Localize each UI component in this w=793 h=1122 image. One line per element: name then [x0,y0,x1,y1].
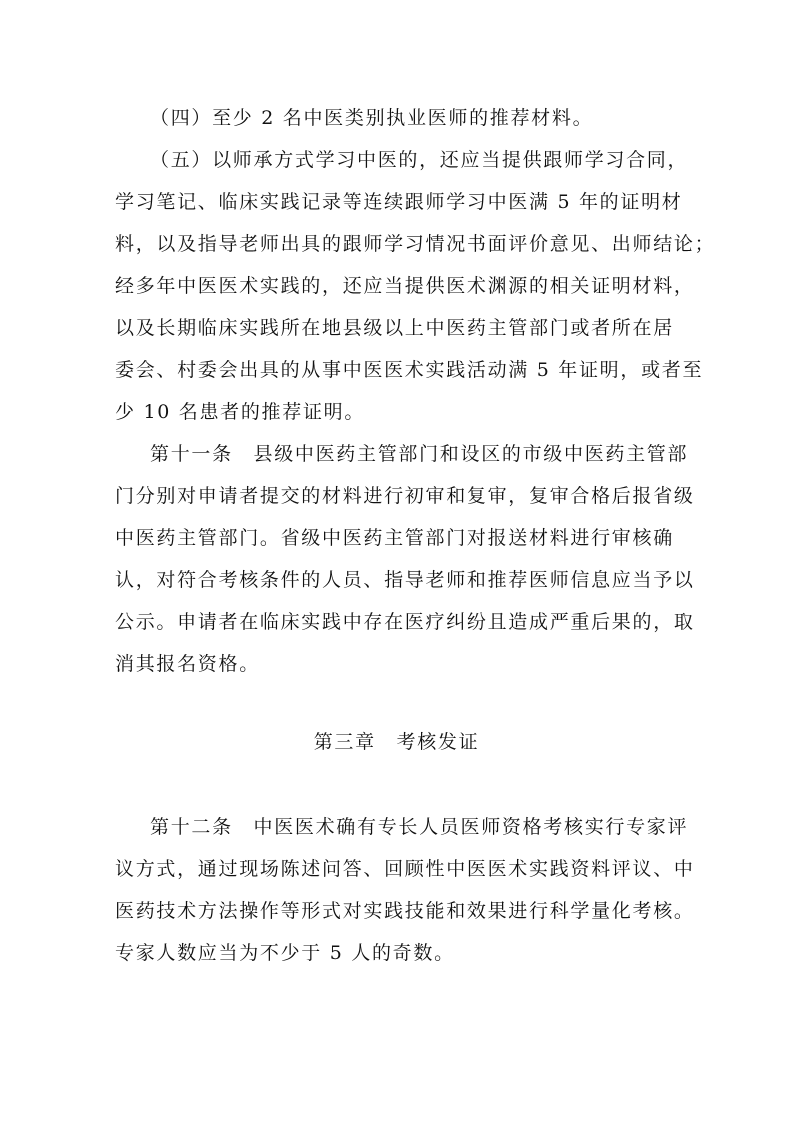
article-11-line: 第十一条 县级中医药主管部门和设区的市级中医药主管部 [150,443,689,465]
article-11-line: 消其报名资格。 [115,653,260,675]
article-11-line: 门分别对申请者提交的材料进行初审和复审，复审合格后报省级 [115,485,695,507]
text-line: 少 10 名患者的推荐证明。 [115,401,366,423]
text-line: 以及长期临床实践所在地县级以上中医药主管部门或者所在居 [115,317,674,339]
article-12-line: 议方式，通过现场陈述问答、回顾性中医医术实践资料评议、中 [115,858,695,880]
article-11-line: 认，对符合考核条件的人员、指导老师和推荐医师信息应当予以 [115,569,695,591]
article-12-line: 第十二条 中医医术确有专长人员医师资格考核实行专家评 [150,816,689,838]
chapter-heading: 第三章 考核发证 [313,731,480,753]
article-11-line: 公示。申请者在临床实践中存在医疗纠纷且造成严重后果的，取 [115,611,695,633]
text-line: 经多年中医医术实践的，还应当提供医术渊源的相关证明材料， [115,275,695,297]
article-11-line: 中医药主管部门。省级中医药主管部门对报送材料进行审核确 [115,527,674,549]
article-12-line: 医药技术方法操作等形式对实践技能和效果进行科学量化考核。 [115,900,695,922]
text-line: 学习笔记、临床实践记录等连续跟师学习中医满 5 年的证明材 [115,191,683,213]
text-line: （五）以师承方式学习中医的，还应当提供跟师学习合同， [150,149,689,171]
article-12-line: 专家人数应当为不少于 5 人的奇数。 [115,942,455,964]
text-line: 料，以及指导老师出具的跟师学习情况书面评价意见、出师结论； [115,233,716,255]
text-line: 委会、村委会出具的从事中医医术实践活动满 5 年证明，或者至 [115,359,704,381]
text-line: （四）至少 2 名中医类别执业医师的推荐材料。 [150,107,594,129]
